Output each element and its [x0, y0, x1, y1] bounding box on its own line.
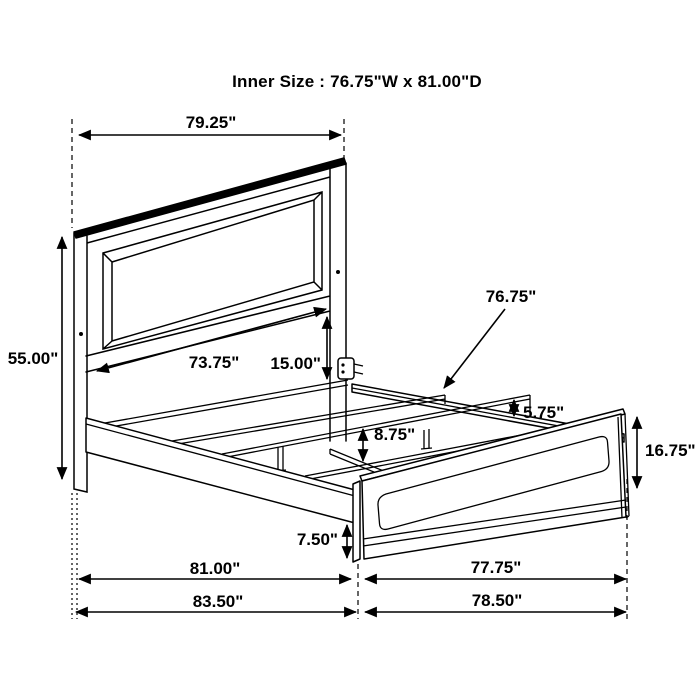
dim-slat-step-height — [363, 425, 415, 461]
extension-line-left — [72, 493, 77, 619]
dim-label-footboard-span: 78.50" — [471, 591, 523, 610]
dim-headboard-clearance — [270, 317, 327, 379]
dim-side-rail-length — [365, 558, 626, 579]
dim-label-headboard-height: 55.00" — [7, 349, 59, 368]
rail-bracket — [338, 358, 354, 379]
dim-label-inner-depth: 81.00" — [189, 559, 241, 578]
dim-label-overall-depth: 83.50" — [192, 592, 244, 611]
dim-label-inner-width: 73.75" — [188, 353, 240, 372]
dim-label-headboard-width: 79.25" — [185, 113, 237, 132]
dim-rail-floor-gap — [297, 525, 347, 558]
screw-dot-right — [336, 270, 340, 274]
dim-label-slat-to-rail-gap: 5.75" — [523, 403, 565, 422]
headboard-top-edge — [74, 158, 346, 238]
bracket-screw-dot — [341, 370, 344, 373]
dim-label-footboard-height: 16.75" — [645, 441, 696, 460]
diagram-title: Inner Size : 76.75"W x 81.00"D — [232, 72, 482, 91]
footboard-left-cap — [353, 481, 360, 562]
bracket-hooks — [354, 364, 363, 374]
dim-label-headboard-clearance: 15.00" — [270, 354, 321, 373]
dim-inner-depth — [79, 559, 351, 579]
dim-headboard-height — [8, 237, 62, 479]
dim-footboard-span — [365, 591, 626, 612]
dim-label-slat-length: 76.75" — [485, 287, 537, 306]
dim-footboard-height — [637, 417, 696, 488]
screw-dot-left — [79, 332, 83, 336]
dim-label-slat-step-height: 8.75" — [374, 425, 416, 444]
dim-label-side-rail-length: 77.75" — [470, 558, 522, 577]
near-side-rail — [86, 418, 355, 523]
bracket-screw-dot — [341, 363, 344, 366]
dim-overall-depth — [76, 592, 356, 612]
leader-line — [444, 309, 505, 388]
dim-slat-length — [444, 287, 536, 388]
headboard-cleat — [88, 380, 348, 431]
dim-label-rail-floor-gap: 7.50" — [296, 530, 338, 549]
